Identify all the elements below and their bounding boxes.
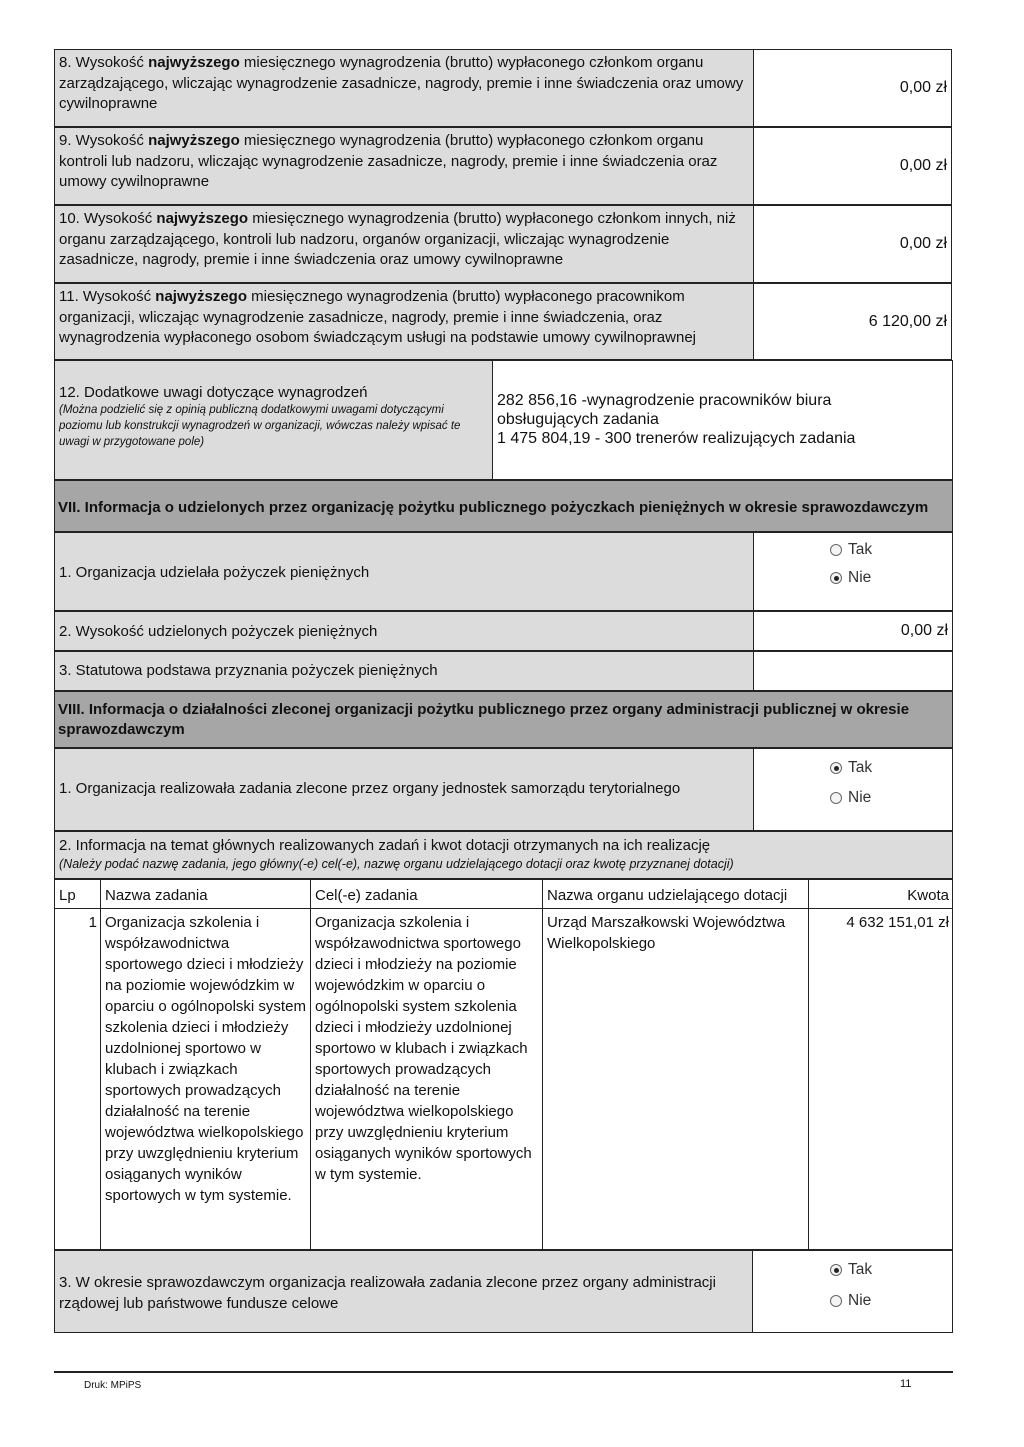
radio-unchecked-icon xyxy=(830,792,842,804)
footer-print-label: Druk: MPiPS xyxy=(84,1380,142,1391)
row-9-label: 9. Wysokość najwyższego miesięcznego wynagrodzenia (brutto) wypłaconego członkom organu kontroli lub nadzoru, wliczając wynagrodzenie zasadnicze, nagrody, premie i inne świadczenia oraz umowy cywilnoprawne xyxy=(54,127,754,205)
table-header-name: Nazwa zadania xyxy=(100,879,311,909)
vii-q3-label: 3. Statutowa podstawa przyznania pożyczek pieniężnych xyxy=(54,651,754,691)
viii-q2-label: 2. Informacja na temat głównych realizowanych zadań i kwot dotacji otrzymanych na ich realizację (Należy podać nazwę zadania, jego główny(-e) cel(-e), nazwę organu udzielającego dotacji oraz kwotę przyznanej dotacji) xyxy=(54,831,953,879)
vii-q3-field[interactable] xyxy=(753,651,953,691)
section-viii-title: VIII. Informacja o działalności zleconej organizacji pożytku publicznego przez organy administracji publicznej w okresie sprawozdawczym xyxy=(54,691,953,748)
viii-q1-label: 1. Organizacja realizowała zadania zlecone przez organy jednostek samorządu terytorialnego xyxy=(54,748,754,831)
remarks-line-2: obsługujących zadania xyxy=(497,411,659,428)
table-header-amount: Kwota xyxy=(808,879,953,909)
viii-q1-no-radio[interactable]: Nie xyxy=(830,789,871,807)
row-10-amount: 0,00 zł xyxy=(753,205,952,283)
page-number: 11 xyxy=(900,1378,912,1390)
viii-q1-yes-radio[interactable]: Tak xyxy=(830,759,872,777)
vii-q2-amount: 0,00 zł xyxy=(753,611,953,651)
table-header-goal: Cel(-e) zadania xyxy=(310,879,543,909)
row-8-amount: 0,00 zł xyxy=(753,49,952,127)
remarks-line-1: 282 856,16 -wynagrodzenie pracowników biura xyxy=(497,392,832,409)
radio-checked-icon xyxy=(830,1264,842,1276)
vii-q1-yes-radio[interactable]: Tak xyxy=(830,541,872,559)
vii-q1-no-radio[interactable]: Nie xyxy=(830,569,871,587)
remarks-field[interactable] xyxy=(492,360,953,480)
row-11-amount: 6 120,00 zł xyxy=(753,283,952,360)
radio-checked-icon xyxy=(830,572,842,584)
table-header-organ: Nazwa organu udzielającego dotacji xyxy=(542,879,809,909)
vii-q2-label: 2. Wysokość udzielonych pożyczek pieniężnych xyxy=(54,611,754,651)
remarks-label xyxy=(54,360,493,480)
table-row-lp: 1 xyxy=(54,908,101,1250)
table-row-amount: 4 632 151,01 zł xyxy=(808,908,953,1250)
remarks-line-3: 1 475 804,19 - 300 trenerów realizujących zadania xyxy=(497,430,856,447)
viii-q3-options xyxy=(752,1250,953,1333)
footer-divider xyxy=(54,1371,953,1373)
viii-q3-no-radio[interactable]: Nie xyxy=(830,1292,871,1310)
row-8-label: 8. Wysokość najwyższego miesięcznego wynagrodzenia (brutto) wypłaconego członkom organu zarządzającego, wliczając wynagrodzenie zasadnicze, nagrody, premie i inne świadczenia oraz umowy cywilnoprawne xyxy=(54,49,754,127)
radio-unchecked-icon xyxy=(830,1295,842,1307)
vii-q1-options xyxy=(753,532,953,611)
viii-q1-options xyxy=(753,748,953,831)
remarks-hint: (Można podzielić się z opinią publiczną dodatkowymi uwagami dotyczącymi poziomu lub konstrukcji wynagrodzeń w organizacji, wówczas należy wpisać te uwagi w przygotowane pole) xyxy=(59,404,461,448)
section-vii-title: VII. Informacja o udzielonych przez organizację pożytku publicznego pożyczkach pieniężnych w okresie sprawozdawczym xyxy=(54,480,953,532)
radio-unchecked-icon xyxy=(830,544,842,556)
table-row-organ: Urząd Marszałkowski Województwa Wielkopolskiego xyxy=(542,908,809,1250)
row-11-label: 11. Wysokość najwyższego miesięcznego wynagrodzenia (brutto) wypłaconego pracownikom organizacji, wliczając wynagrodzenie zasadnicze, nagrody, premie i inne świadczenia, oraz wynagrodzenia wypłaconego osobom świadczącym usługi na podstawie umowy cywilnoprawnej xyxy=(54,283,754,360)
viii-q3-label: 3. W okresie sprawozdawczym organizacja realizowała zadania zlecone przez organy administracji rządowej lub państwowe fundusze celowe xyxy=(54,1250,753,1333)
row-9-amount: 0,00 zł xyxy=(753,127,952,205)
viii-q3-yes-radio[interactable]: Tak xyxy=(830,1261,872,1279)
radio-checked-icon xyxy=(830,762,842,774)
table-row-name: Organizacja szkolenia i współzawodnictwa sportowego dzieci i młodzieży na poziomie wojewódzkim w oparciu o ogólnopolski system szkolenia dzieci i młodzieży uzdolnionej sportowo w klubach i związkach sportowych prowadzących działalność na terenie województwa wielkopolskiego przy uwzględnieniu kryterium osiąganych wyników sportowych w tym systemie. xyxy=(100,908,311,1250)
vii-q1-label: 1. Organizacja udzielała pożyczek pieniężnych xyxy=(54,532,754,611)
row-10-label: 10. Wysokość najwyższego miesięcznego wynagrodzenia (brutto) wypłaconego członkom innych, niż organu zarządzającego, kontroli lub nadzoru, organów organizacji, wliczając wynagrodzenie zasadnicze, nagrody, premie i inne świadczenia oraz umowy cywilnoprawne xyxy=(54,205,754,283)
table-header-lp: Lp xyxy=(54,879,101,909)
table-row-goal: Organizacja szkolenia i współzawodnictwa sportowego dzieci i młodzieży na poziomie wojewódzkim w oparciu o ogólnopolski system szkolenia dzieci i młodzieży uzdolnionej sportowo w klubach i związkach sportowych prowadzących działalność na terenie województwa wielkopolskiego przy uwzględnieniu kryterium osiąganych wyników sportowych w tym systemie. xyxy=(310,908,543,1250)
remarks-title: 12. Dodatkowe uwagi dotyczące wynagrodzeń xyxy=(59,384,368,401)
